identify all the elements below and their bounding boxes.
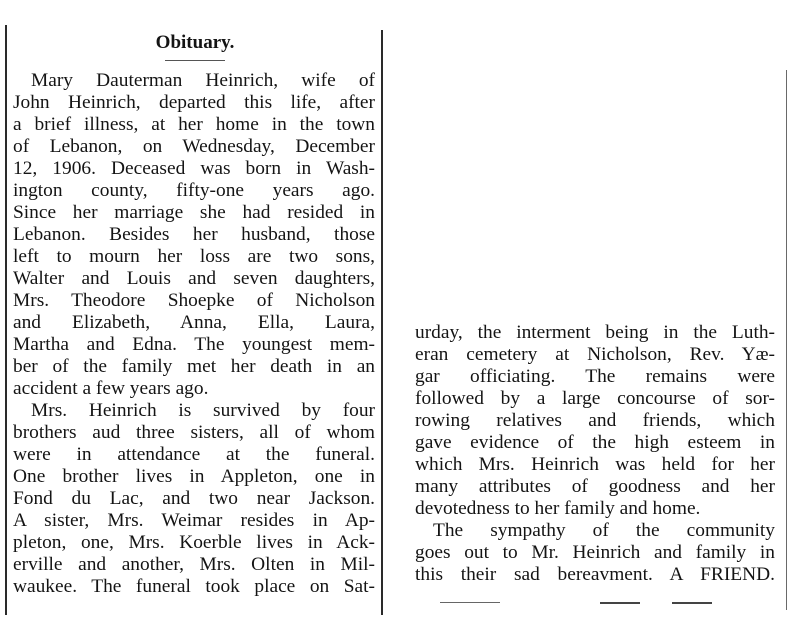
left-column-rule — [5, 25, 7, 615]
text-line: Martha and Edna. The youngest mem- — [13, 334, 375, 355]
footer-rule — [600, 602, 640, 604]
text-line: goes out to Mr. Heinrich and family in — [415, 542, 775, 563]
text-line: Fond du Lac, and two near Jackson. — [13, 488, 375, 509]
text-line: which Mrs. Heinrich was held for her — [415, 454, 775, 475]
text-line: left to mourn her loss are two sons, — [13, 246, 375, 267]
text-line: Since her marriage she had resided in — [13, 202, 375, 223]
text-line: Mary Dauterman Heinrich, wife of — [31, 70, 375, 91]
text-line: The sympathy of the community — [433, 520, 775, 541]
right-column-rule — [786, 70, 787, 610]
center-column-rule — [381, 30, 383, 615]
text-line: erville and another, Mrs. Olten in Mil- — [13, 554, 375, 575]
text-line: pleton, one, Mrs. Koerble lives in Ack- — [13, 532, 375, 553]
text-line: many attributes of goodness and her — [415, 476, 775, 497]
text-line: Mrs. Heinrich is survived by four — [31, 400, 375, 421]
text-line: devotedness to her family and home. — [415, 498, 701, 519]
text-line: Lebanon. Besides her husband, those — [13, 224, 375, 245]
text-line: Walter and Louis and seven daughters, — [13, 268, 375, 289]
text-line: Mrs. Theodore Shoepke of Nicholson — [13, 290, 375, 311]
text-line: urday, the interment being in the Luth- — [415, 322, 775, 343]
text-line: and Elizabeth, Anna, Ella, Laura, — [13, 312, 375, 333]
text-line: rowing relatives and friends, which — [415, 410, 775, 431]
text-line: this their sad bereavment. A FRIEND. — [415, 564, 775, 585]
text-line: followed by a large concourse of sor- — [415, 388, 775, 409]
text-line: eran cemetery at Nicholson, Rev. Yæ- — [415, 344, 775, 365]
text-line: John Heinrich, departed this life, after — [13, 92, 375, 113]
text-line: were in attendance at the funeral. — [13, 444, 375, 465]
text-line: A sister, Mrs. Weimar resides in Ap- — [13, 510, 375, 531]
text-line: a brief illness, at her home in the town — [13, 114, 375, 135]
text-line: accident a few years ago. — [13, 378, 209, 399]
text-line: waukee. The funeral took place on Sat- — [13, 576, 375, 597]
text-line: One brother lives in Appleton, one in — [13, 466, 375, 487]
left-column-text — [13, 70, 375, 598]
text-line: gave evidence of the high esteem in — [415, 432, 775, 453]
text-line: 12, 1906. Deceased was born in Wash- — [13, 158, 375, 179]
text-line: gar officiating. The remains were — [415, 366, 775, 387]
footer-rule — [672, 602, 712, 604]
text-line: brothers aud three sisters, all of whom — [13, 422, 375, 443]
text-line: of Lebanon, on Wednesday, December — [13, 136, 375, 157]
title-ornament — [165, 60, 225, 61]
text-line: ber of the family met her death in an — [13, 356, 375, 377]
text-line: ington county, fifty-one years ago. — [13, 180, 375, 201]
footer-rule — [440, 602, 500, 603]
article-title: Obituary. — [155, 32, 235, 53]
right-column-text — [415, 322, 775, 586]
